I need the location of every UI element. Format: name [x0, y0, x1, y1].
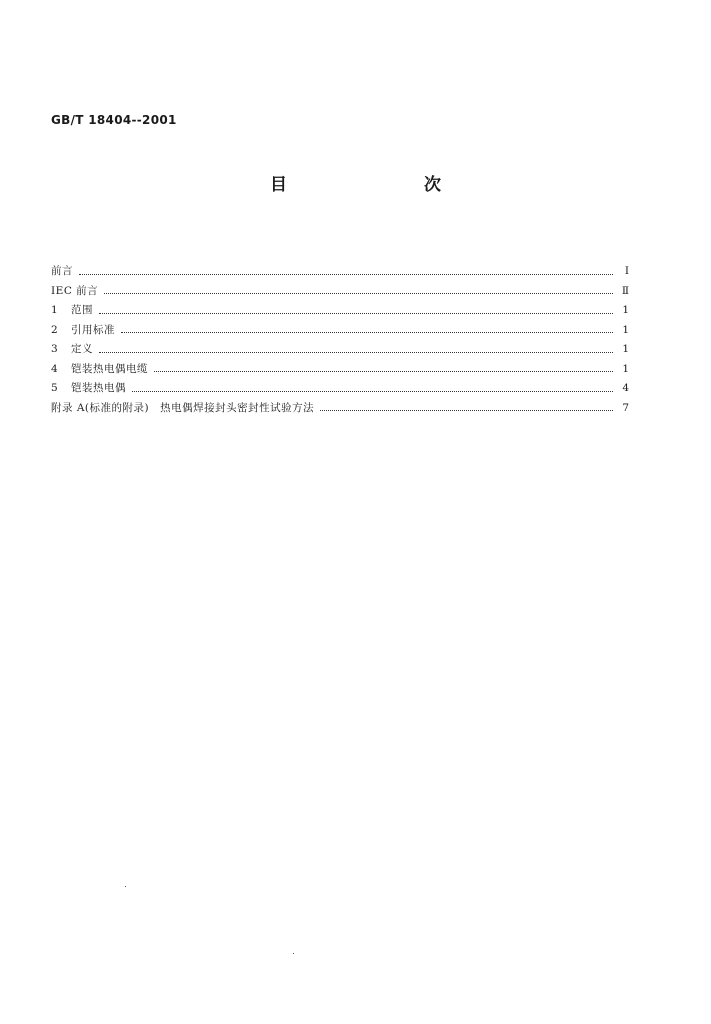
toc-section-number: 5 [51, 382, 58, 394]
toc-leader-dots [99, 312, 613, 314]
toc-section-number: 1 [51, 304, 58, 316]
toc-leader-dots [132, 390, 613, 392]
toc-leader-dots [320, 409, 613, 411]
toc-entry-scope[interactable] [51, 301, 629, 321]
toc-entry-label: 定义 [71, 343, 93, 355]
scan-speck [293, 953, 294, 954]
toc-entry-label: 附录 A(标准的附录) 热电偶焊接封头密封性试验方法 [51, 401, 315, 414]
toc-entry-iec-preface[interactable] [51, 282, 629, 302]
toc-page-number: 7 [622, 401, 629, 414]
toc-leader-dots [99, 351, 613, 353]
toc-entry-preface[interactable] [51, 262, 629, 282]
toc-entry-annex-a[interactable] [51, 399, 629, 419]
toc-page-number: I [624, 265, 629, 277]
toc-page-number: 1 [622, 304, 629, 316]
toc-page-number: 1 [622, 323, 629, 336]
toc-section-number: 3 [51, 343, 58, 355]
toc-entry-label: 铠装热电偶电缆 [71, 362, 148, 375]
toc-entry-mineral-insulated-thermocouple[interactable] [51, 379, 629, 399]
toc-section-number: 2 [51, 323, 58, 336]
toc-leader-dots [154, 370, 613, 372]
page-title: 目 次 [270, 175, 501, 195]
toc-page-number: 1 [622, 362, 629, 375]
standard-code: GB/T 18404--2001 [51, 113, 177, 127]
scan-speck [125, 886, 126, 887]
toc-leader-dots [121, 331, 613, 333]
toc-entry-label: IEC 前言 [51, 284, 99, 297]
toc-entry-normative-references[interactable] [51, 321, 629, 341]
toc-leader-dots [79, 273, 613, 275]
toc-leader-dots [104, 292, 613, 294]
table-of-contents [51, 262, 629, 418]
toc-entry-mineral-insulated-cable[interactable] [51, 360, 629, 380]
toc-entry-label: 铠装热电偶 [71, 382, 126, 394]
toc-entry-label: 范围 [71, 304, 93, 316]
toc-page-number: 1 [622, 343, 629, 355]
toc-page-number: Ⅱ [621, 284, 629, 297]
toc-section-number: 4 [51, 362, 58, 375]
toc-page-number: 4 [622, 382, 629, 394]
toc-entry-label: 前言 [51, 265, 73, 277]
toc-entry-definitions[interactable] [51, 340, 629, 360]
toc-entry-label: 引用标准 [71, 323, 115, 336]
